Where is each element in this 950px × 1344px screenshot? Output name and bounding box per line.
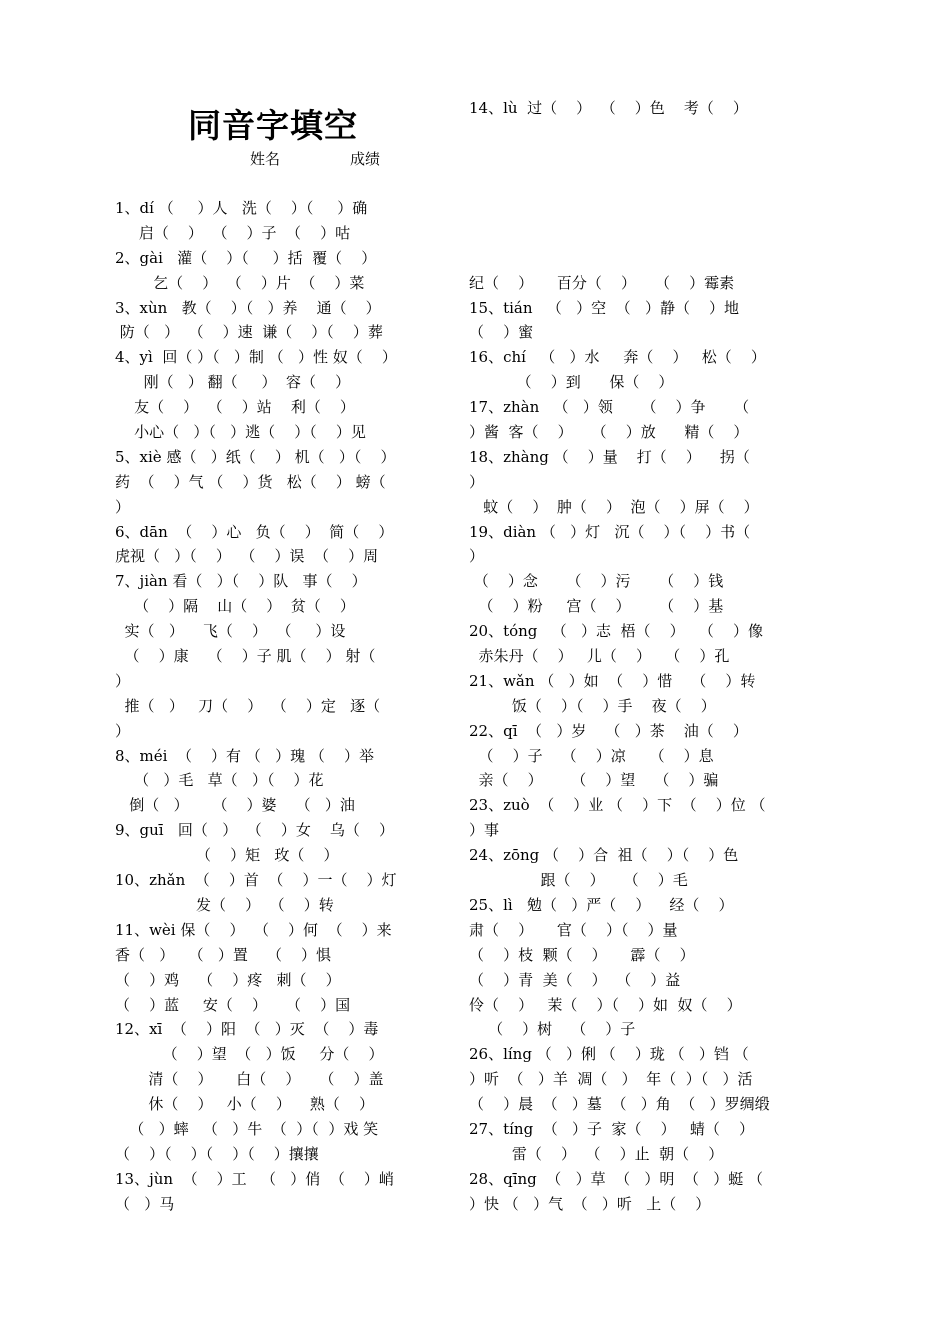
- exercise-line: 9、guī 回（ ） （ ）女 乌（ ）: [115, 821, 394, 840]
- exercise-line: （ ）望 （ ）饭 分（ ）: [115, 1045, 384, 1064]
- exercise-line: （ ）康 （ ）子 肌（ ） 射（: [115, 647, 376, 666]
- exercise-line: 26、líng （ ）俐 （ ）珑 （ ）铛 （: [469, 1045, 749, 1064]
- exercise-line: 28、qīng （ ）草 （ ）明 （ ）蜓 （: [469, 1169, 764, 1188]
- exercise-line: 跟（ ） （ ）毛: [469, 871, 688, 890]
- exercise-line: ）听 （ ）羊 凋（ ） 年（ ）（ ）活: [469, 1070, 753, 1089]
- exercise-line: 清（ ） 白（ ） （ ）盖: [115, 1070, 384, 1089]
- exercise-line: 5、xiè 感（ ）纸（ ） 机（ ）（ ）: [115, 447, 396, 466]
- exercise-line: [469, 196, 799, 221]
- exercise-line: 赤朱丹（ ） 儿（ ） （ ）孔: [469, 647, 730, 666]
- question-14-line: 14、lù 过（ ） （ ）色 考（ ）: [469, 99, 748, 117]
- exercise-line: （ ）晨 （ ）墓 （ ）角 （ ）罗绸缎: [469, 1095, 770, 1114]
- exercise-line: 11、wèi 保（ ） （ ）何 （ ）来: [115, 920, 392, 939]
- exercise-line: 16、chí （ ）水 奔（ ） 松（ ）: [469, 348, 766, 367]
- exercise-line: 雷（ ） （ ）止 朝（ ）: [469, 1144, 724, 1163]
- exercise-line: 24、zōng （ ）合 祖（ ）（ ）色: [469, 846, 739, 865]
- exercise-line: 蚊（ ） 肿（ ） 泡（ ）屏（ ）: [469, 497, 759, 516]
- exercise-line: （ ）枝 颗（ ） 霹（ ）: [469, 945, 695, 964]
- exercise-line: 刚（ ） 翻（ ） 容（ ）: [115, 373, 351, 392]
- exercise-line: ）: [115, 671, 131, 690]
- exercise-line: 21、wǎn （ ）如 （ ）惜 （ ）转: [469, 671, 756, 690]
- exercise-line: （ ）子 （ ）凉 （ ）息: [469, 746, 714, 765]
- exercise-line: [469, 221, 799, 246]
- page-title: 同音字填空: [188, 106, 358, 145]
- exercise-line: 18、zhàng （ ）量 打（ ） 拐（: [469, 447, 750, 466]
- exercise-line: 15、tián （ ）空 （ ）静（ ）地: [469, 298, 740, 317]
- exercise-line: 香（ ） （ ）置 （ ）惧: [115, 945, 332, 964]
- exercise-line: 27、tíng （ ）子 家（ ） 蜻（ ）: [469, 1119, 755, 1138]
- exercise-line: （ ）矩 玫（ ）: [115, 846, 339, 865]
- score-label: 成绩: [350, 150, 381, 168]
- exercise-line: 小心（ ）（ ）逃（ ）（ ）见: [115, 423, 366, 442]
- exercise-line: （ ）青 美（ ） （ ）益: [469, 970, 681, 989]
- exercise-line: （ ）树 （ ）子: [469, 1020, 636, 1039]
- exercise-line: 倒（ ） （ ）婆 （ ）油: [115, 796, 355, 815]
- exercise-line: （ ）毛 草（ ）（ ）花: [115, 771, 324, 790]
- exercise-line: 4、yì 回（ ）（ ）制 （ ）性 奴（ ）: [115, 348, 397, 367]
- exercise-line: （ ）念 （ ）污 （ ）钱: [469, 572, 724, 591]
- exercise-line: （ ）到 保（ ）: [469, 373, 674, 392]
- exercise-line: 实（ ） 飞（ ） （ ）设: [115, 622, 346, 641]
- exercise-line: 8、méi （ ）有 （ ）瑰 （ ）举: [115, 746, 374, 765]
- exercise-line: 3、xùn 教（ ）（ ）养 通（ ）: [115, 298, 381, 317]
- exercise-line: 休（ ） 小（ ） 熟（ ）: [115, 1095, 374, 1114]
- exercise-line: ）: [469, 547, 485, 566]
- exercise-line: ）: [115, 497, 131, 516]
- exercise-line: 防（ ） （ ）速 谦（ ）（ ）葬: [115, 323, 383, 342]
- exercise-line: 纪（ ） 百分（ ） （ ）霉素: [469, 273, 735, 292]
- exercise-line: 友（ ） （ ）站 利（ ）: [115, 398, 355, 417]
- exercise-line: 25、lì 勉（ ）严（ ） 经（ ）: [469, 895, 734, 914]
- exercise-line: 12、xī （ ）阳 （ ）灭 （ ）毒: [115, 1020, 379, 1039]
- exercise-line: 推（ ） 刀（ ） （ ）定 逐（: [115, 696, 381, 715]
- exercise-line: 13、jùn （ ）工 （ ）俏 （ ）峭: [115, 1169, 394, 1188]
- exercise-line: （ ）粉 宫（ ） （ ）基: [469, 597, 724, 616]
- exercise-line: 20、tóng （ ）志 梧（ ） （ ）像: [469, 622, 764, 641]
- exercise-line: ）快 （ ）气 （ ）听 上（ ）: [469, 1194, 711, 1213]
- exercise-line: 23、zuò （ ）业 （ ）下 （ ）位 （: [469, 796, 766, 815]
- exercise-line: 2、gài 灌（ ）（ ）括 覆（ ）: [115, 248, 377, 267]
- left-column: [115, 196, 445, 1217]
- exercise-line: 饭（ ）（ ）手 夜（ ）: [469, 696, 716, 715]
- exercise-line: ）: [469, 472, 485, 491]
- exercise-line: 亲（ ） （ ）望 （ ）骗: [469, 771, 719, 790]
- exercise-line: 启（ ） （ ）子 （ ）咕: [115, 223, 351, 242]
- exercise-line: 7、jiàn 看（ ）（ ）队 事（ ）: [115, 572, 367, 591]
- exercise-line: 药 （ ）气 （ ）货 松（ ） 螃（: [115, 472, 386, 491]
- exercise-line: 10、zhǎn （ ）首 （ ）一（ ）灯: [115, 871, 397, 890]
- exercise-line: ）: [115, 721, 131, 740]
- exercise-line: [469, 246, 799, 271]
- exercise-line: （ ）隔 山（ ） 贫（ ）: [115, 597, 355, 616]
- exercise-line: （ ）蜜: [469, 323, 534, 342]
- exercise-line: 伶（ ） 茉（ ）（ ）如 奴（ ）: [469, 995, 742, 1014]
- exercise-line: 22、qī （ ）岁 （ ）茶 油（ ）: [469, 721, 748, 740]
- exercise-line: 1、dí （ ）人 洗（ ）（ ）确: [115, 199, 368, 217]
- exercise-line: 肃（ ） 官（ ）（ ）量: [469, 920, 678, 939]
- exercise-line: 19、diàn （ ）灯 沉（ ）（ ）书（: [469, 522, 751, 541]
- exercise-line: ）事: [469, 821, 500, 840]
- name-label: 姓名: [250, 150, 281, 168]
- exercise-line: （ ）鸡 （ ）疼 刺（ ）: [115, 970, 341, 989]
- right-column: [469, 196, 799, 1217]
- exercise-line: 6、dān （ ）心 负（ ） 简（ ）: [115, 522, 394, 541]
- exercise-line: （ ）（ ）（ ）（ ）攘攘: [115, 1144, 319, 1163]
- exercise-line: 乞（ ） （ ）片 （ ）菜: [115, 273, 365, 292]
- exercise-line: ）酱 客（ ） （ ）放 精（ ）: [469, 423, 749, 442]
- exercise-line: 虎视（ ）（ ） （ ）误 （ ）周: [115, 547, 379, 566]
- exercise-line: （ ）蟀 （ ）牛 （ ）（ ）戏 笑: [115, 1119, 379, 1138]
- exercise-line: 发（ ） （ ）转: [115, 895, 334, 914]
- exercise-line: （ ）马: [115, 1194, 175, 1213]
- exercise-line: （ ）蓝 安（ ） （ ）国: [115, 995, 351, 1014]
- exercise-line: 17、zhàn （ ）领 （ ）争 （: [469, 398, 750, 417]
